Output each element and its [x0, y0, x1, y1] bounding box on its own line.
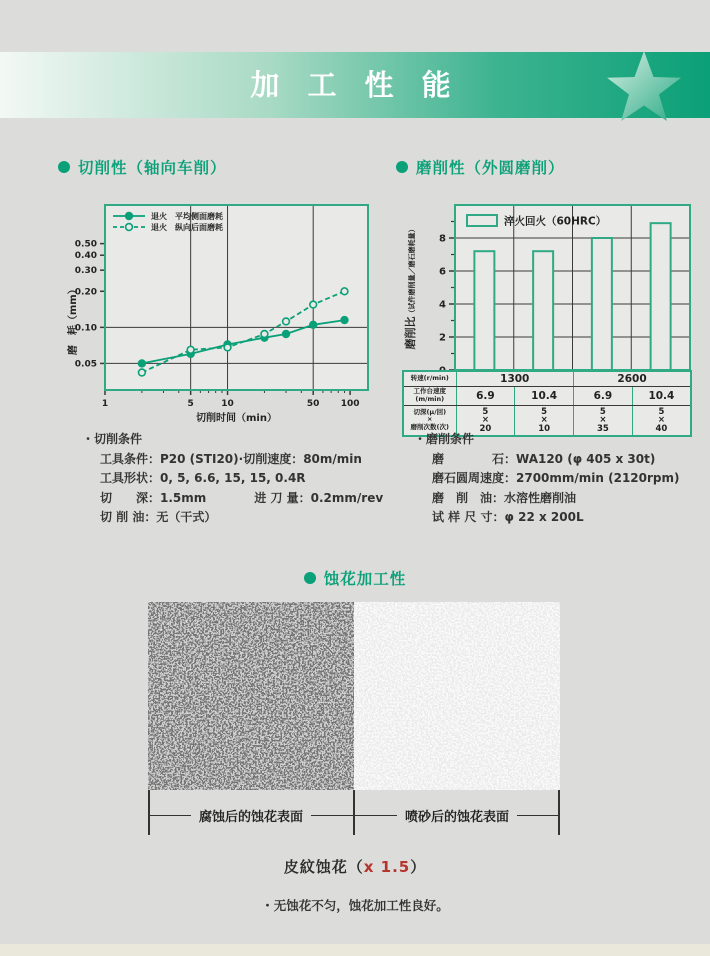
section-heading-etching-label: 蚀花加工性	[323, 570, 407, 588]
svg-text:1: 1	[101, 399, 109, 409]
svg-text:0.30: 0.30	[74, 266, 97, 277]
condition-line: 工具条件：P20 (STI20)·切削速度：80m/min	[100, 451, 362, 466]
condition-line: 工具形状：0, 5, 6.6, 15, 15, 0.4R	[100, 471, 306, 485]
data-point	[341, 317, 348, 324]
table-cell: 5 × 35	[574, 405, 633, 436]
bracket-line	[148, 815, 191, 816]
table-cell: 10.4	[632, 387, 691, 406]
label-etched-blast-text: 喷砂后的蚀花表面	[405, 810, 510, 825]
bullet-icon	[396, 161, 408, 173]
caption-suffix: ）	[410, 858, 427, 876]
svg-text:2: 2	[439, 332, 446, 344]
svg-text:10: 10	[221, 399, 234, 409]
etching-caption	[0, 856, 710, 877]
data-point	[261, 331, 268, 338]
caption-prefix: 皮紋蚀花（	[283, 858, 364, 876]
bracket-line	[517, 815, 560, 816]
section-heading-cutting	[58, 156, 227, 178]
data-point	[310, 321, 317, 328]
grinding-conditions	[414, 430, 680, 528]
table-cell: 6.9	[456, 387, 515, 406]
table-row	[403, 387, 691, 406]
label-etched-blast	[354, 806, 560, 825]
bar	[651, 223, 671, 370]
table-cell: 5 × 40	[632, 405, 691, 436]
svg-text:0.40: 0.40	[74, 251, 97, 262]
row-label: 转速(r/min)	[403, 371, 456, 387]
etched-surface-image-acid	[148, 602, 354, 790]
svg-text:100: 100	[340, 399, 360, 409]
section-heading-grinding	[396, 156, 565, 178]
data-point	[138, 360, 145, 367]
data-point	[224, 344, 231, 351]
bar	[474, 251, 494, 370]
bracket-line	[311, 815, 354, 816]
cutting-line-chart	[64, 203, 372, 427]
legend-label: 淬火回火（60HRC）	[504, 215, 607, 228]
page-bottom-strip	[0, 944, 710, 956]
cutting-conditions-title: ・切削条件	[82, 432, 143, 446]
svg-text:6: 6	[439, 266, 446, 278]
data-point	[341, 288, 348, 295]
table-cell: 1300	[456, 371, 574, 387]
grinding-table-grid	[402, 370, 692, 437]
row-label: 工作台速度(m/min)	[403, 387, 456, 406]
label-etched-acid-text: 腐蚀后的蚀花表面	[199, 810, 304, 825]
grinding-table	[402, 370, 692, 437]
bullet-icon	[304, 572, 316, 584]
grinding-conditions-title: ・磨削条件	[414, 432, 475, 446]
section-heading-cutting-label: 切削性（轴向车削）	[78, 159, 227, 177]
table-cell: 6.9	[574, 387, 633, 406]
table-cell: 5 × 20	[456, 405, 515, 436]
data-point	[138, 369, 145, 376]
bracket-line	[354, 815, 397, 816]
svg-text:0.10: 0.10	[74, 323, 97, 334]
svg-text:50: 50	[306, 399, 320, 409]
legend-label: 退火 纵向后面磨耗	[151, 223, 223, 232]
etched-surface-image-blast	[354, 602, 560, 790]
etching-note: ・无蚀花不匀，蚀花加工性良好。	[261, 898, 449, 913]
caption-scale: x 1.5	[363, 858, 411, 876]
grinding-bar-chart	[398, 202, 700, 374]
data-point	[283, 318, 290, 325]
legend-label: 退火 平均侧面磨耗	[151, 212, 223, 221]
section-heading-grinding-label: 磨削性（外圆磨削）	[416, 159, 565, 177]
condition-line: 切 深：1.5mm 进 刀 量：0.2mm/rev	[100, 490, 384, 505]
bar	[533, 251, 553, 370]
x-axis-title: 切削时间（min）	[196, 413, 277, 424]
data-point	[310, 301, 317, 308]
condition-line: 磨 石：WA120 (φ 405 x 30t)	[432, 451, 656, 466]
table-cell: 10.4	[515, 387, 574, 406]
bar	[592, 238, 612, 370]
svg-text:0.05: 0.05	[74, 359, 97, 370]
data-point	[283, 331, 290, 338]
bullet-icon	[58, 161, 70, 173]
data-point	[187, 346, 194, 353]
svg-text:5: 5	[187, 399, 194, 409]
header-banner	[0, 52, 710, 118]
y-axis-title: 磨削比（试件磨削量／磨石磨耗量）	[404, 225, 417, 350]
condition-line: 切 削 油：无（干式）	[100, 510, 217, 524]
section-heading-etching	[0, 567, 710, 589]
cutting-conditions	[82, 430, 383, 528]
row-label: 切深(μ/回) × 磨削次数(次)	[403, 405, 456, 436]
svg-text:0.20: 0.20	[74, 287, 97, 298]
legend-swatch	[467, 215, 497, 226]
label-etched-acid	[148, 806, 354, 825]
table-row	[403, 371, 691, 387]
image-labels	[148, 790, 560, 836]
condition-line: 磨 削 油：水溶性磨削油	[432, 490, 577, 505]
svg-text:0.50: 0.50	[74, 239, 97, 250]
y-axis-title: 磨 耗（mm）	[68, 284, 79, 356]
svg-text:4: 4	[439, 299, 446, 311]
page-title: 加 工 性 能	[250, 68, 460, 102]
condition-line: 磨石圆周速度：2700mm/min (2120rpm)	[432, 471, 680, 485]
table-cell: 2600	[574, 371, 692, 387]
star-icon	[604, 48, 684, 124]
table-cell: 5 × 10	[515, 405, 574, 436]
condition-line: 试 样 尺 寸：φ 22 x 200L	[432, 510, 584, 524]
svg-text:8: 8	[439, 233, 446, 245]
